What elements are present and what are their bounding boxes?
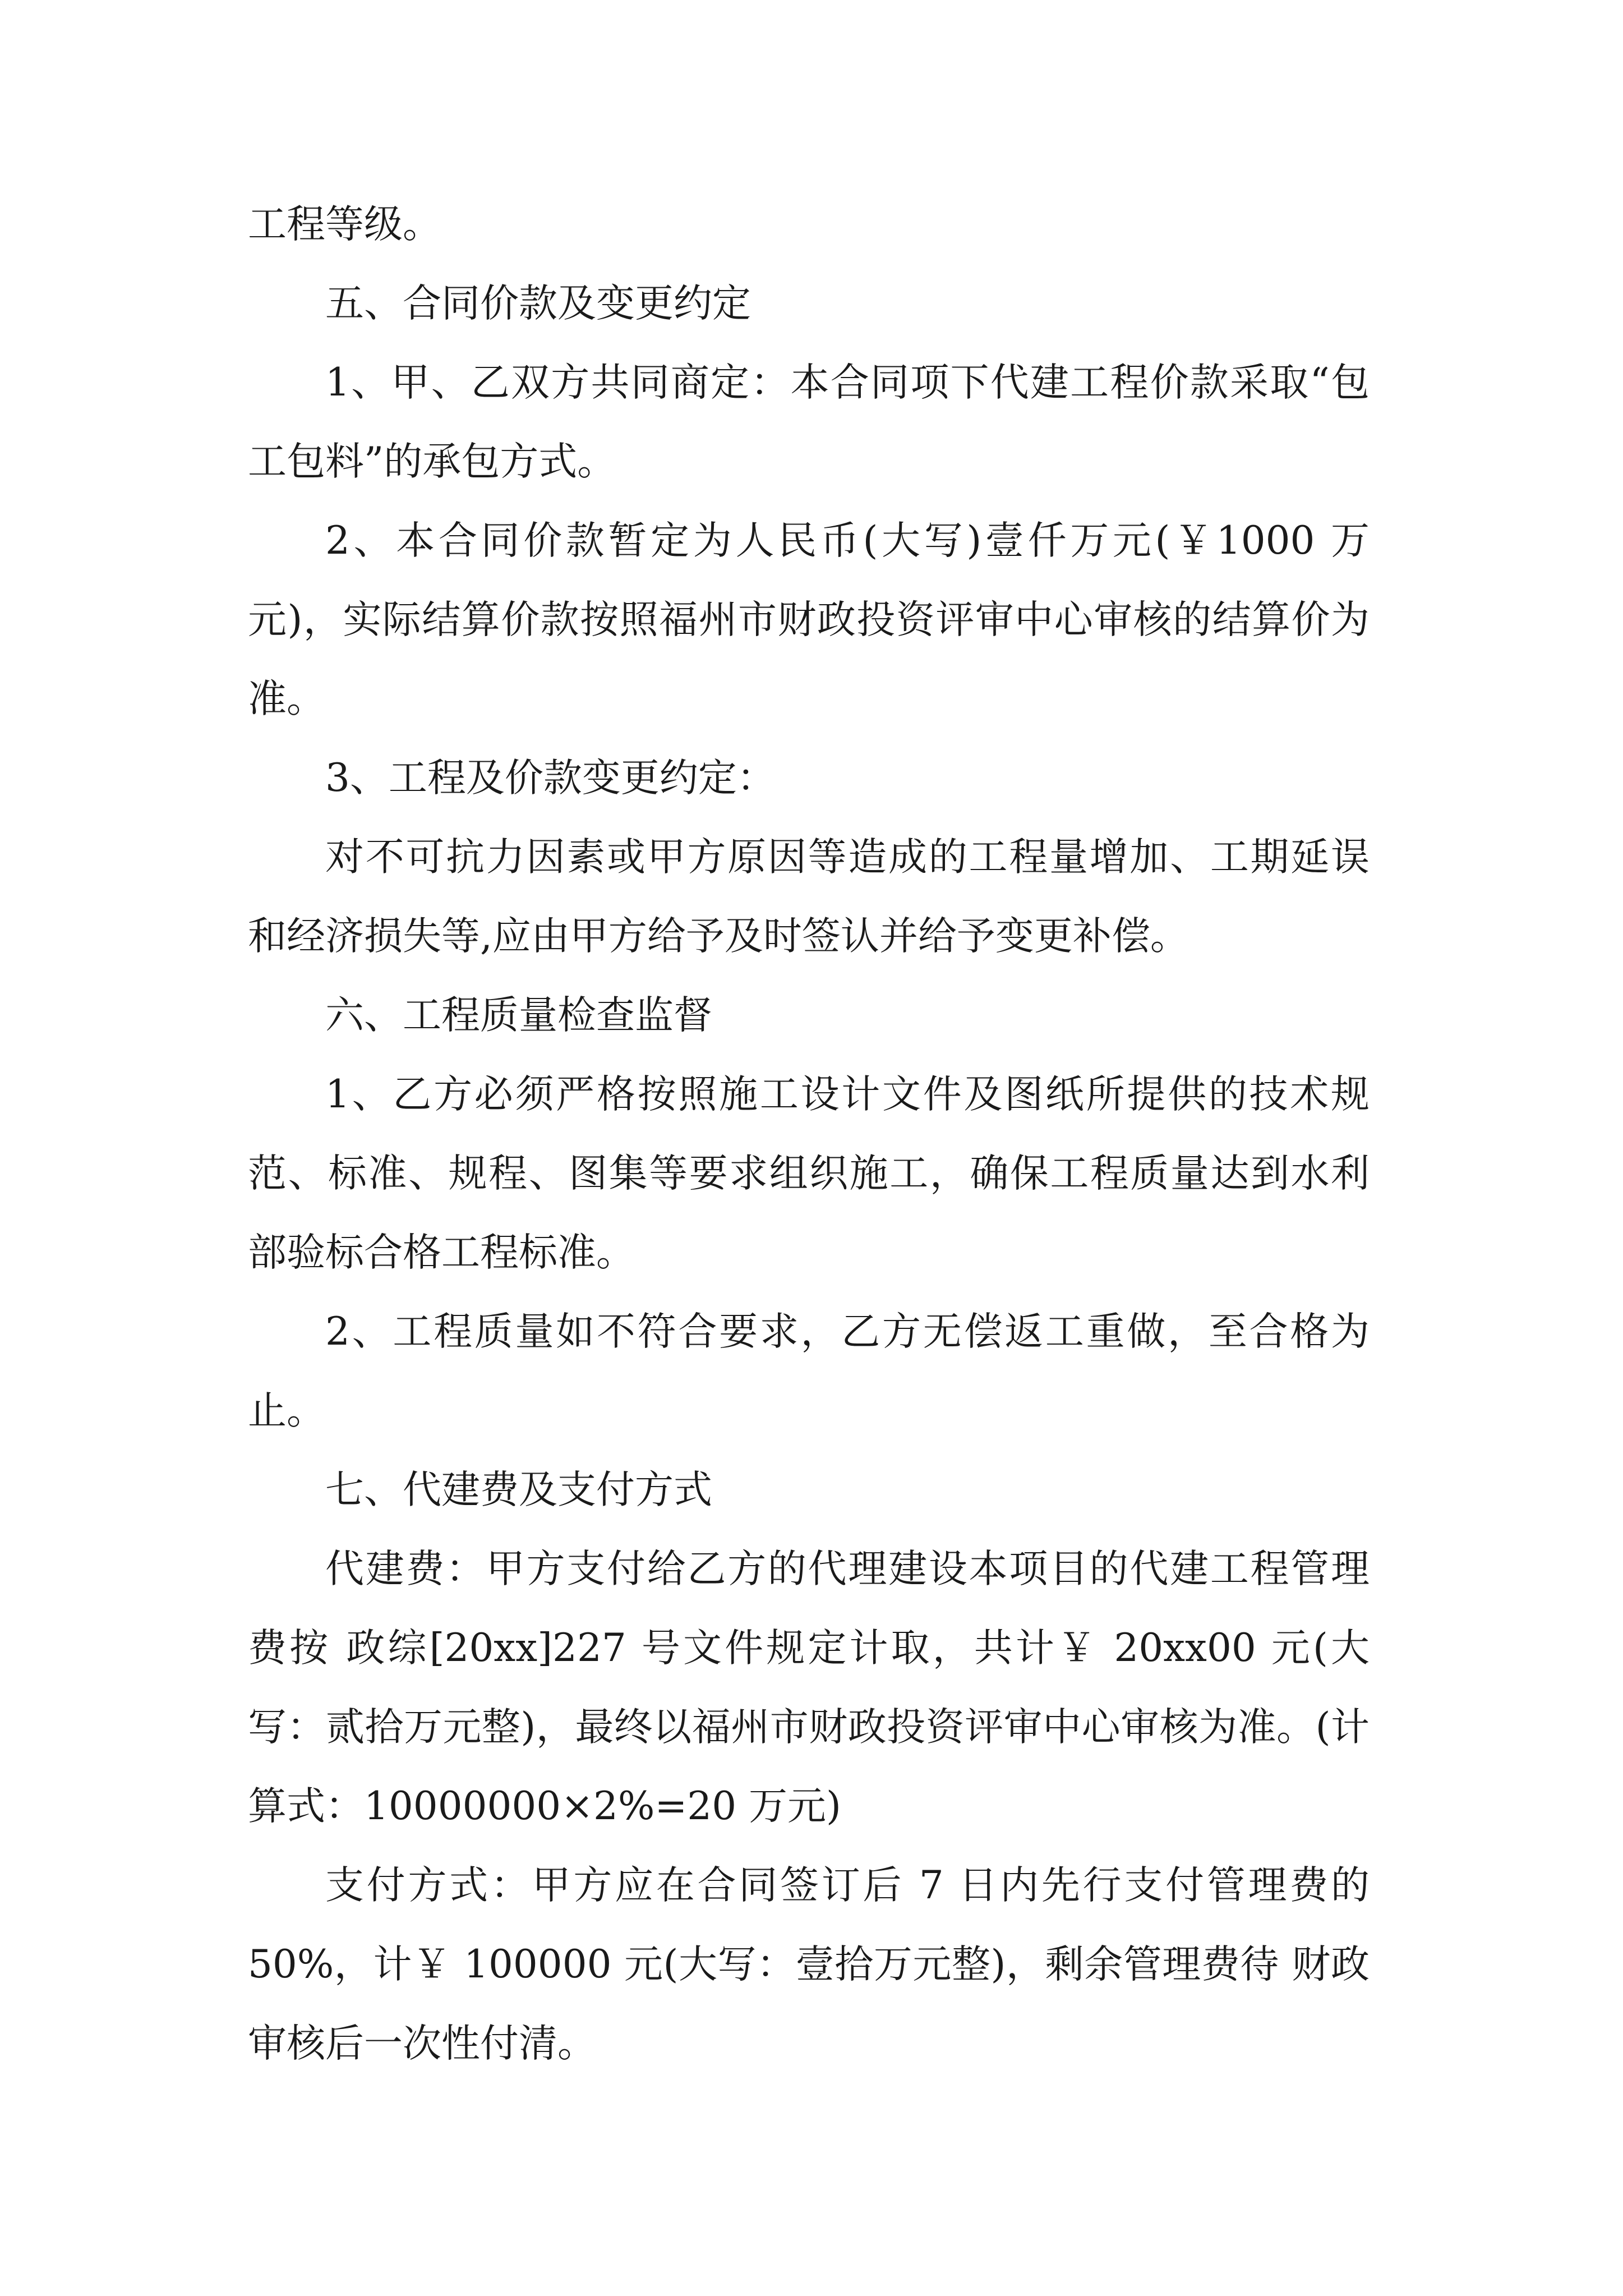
paragraph: 对不可抗力因素或甲方原因等造成的工程量增加、工期延误和经济损失等,应由甲方给予及时签认并给予变更补偿。 (248, 835, 1370, 959)
paragraph: 五、合同价款及变更约定 (325, 281, 751, 326)
paragraph: 七、代建费及支付方式 (325, 1467, 712, 1512)
paragraph: 1、甲、乙双方共同商定：本合同项下代建工程价款采取“包工包料”的承包方式。 (248, 360, 1370, 484)
paragraph: 2、工程质量如不符合要求，乙方无偿返工重做，至合格为止。 (248, 1309, 1370, 1433)
paragraph: 工程等级。 (248, 202, 441, 247)
paragraph: 3、工程及价款变更约定： (325, 756, 776, 800)
paragraph: 1、乙方必须严格按照施工设计文件及图纸所提供的技术规范、标准、规程、图集等要求组织施工，确保工程质量达到水利部验标合格工程标准。 (248, 1072, 1370, 1275)
paragraph: 支付方式：甲方应在合同签订后 7 日内先行支付管理费的 50%，计￥ 100000 元(大写：壹拾万元整)，剩余管理费待 财政审核后一次性付清。 (248, 1863, 1370, 2066)
paragraph: 2、本合同价款暂定为人民币(大写)壹仟万元(￥1000 万元)，实际结算价款按照福州市财政投资评审中心审核的结算价为准。 (248, 518, 1370, 721)
contract-body (248, 185, 1370, 2083)
paragraph: 六、工程质量检查监督 (325, 993, 712, 1038)
paragraph: 代建费：甲方支付给乙方的代理建设本项目的代建工程管理费按 政综[20xx]227 号文件规定计取，共计￥ 20xx00 元(大写：贰拾万元整)，最终以福州市财政投资评审中心审核为准。(计算式：10000000×2%=20 万元) (248, 1547, 1370, 1829)
